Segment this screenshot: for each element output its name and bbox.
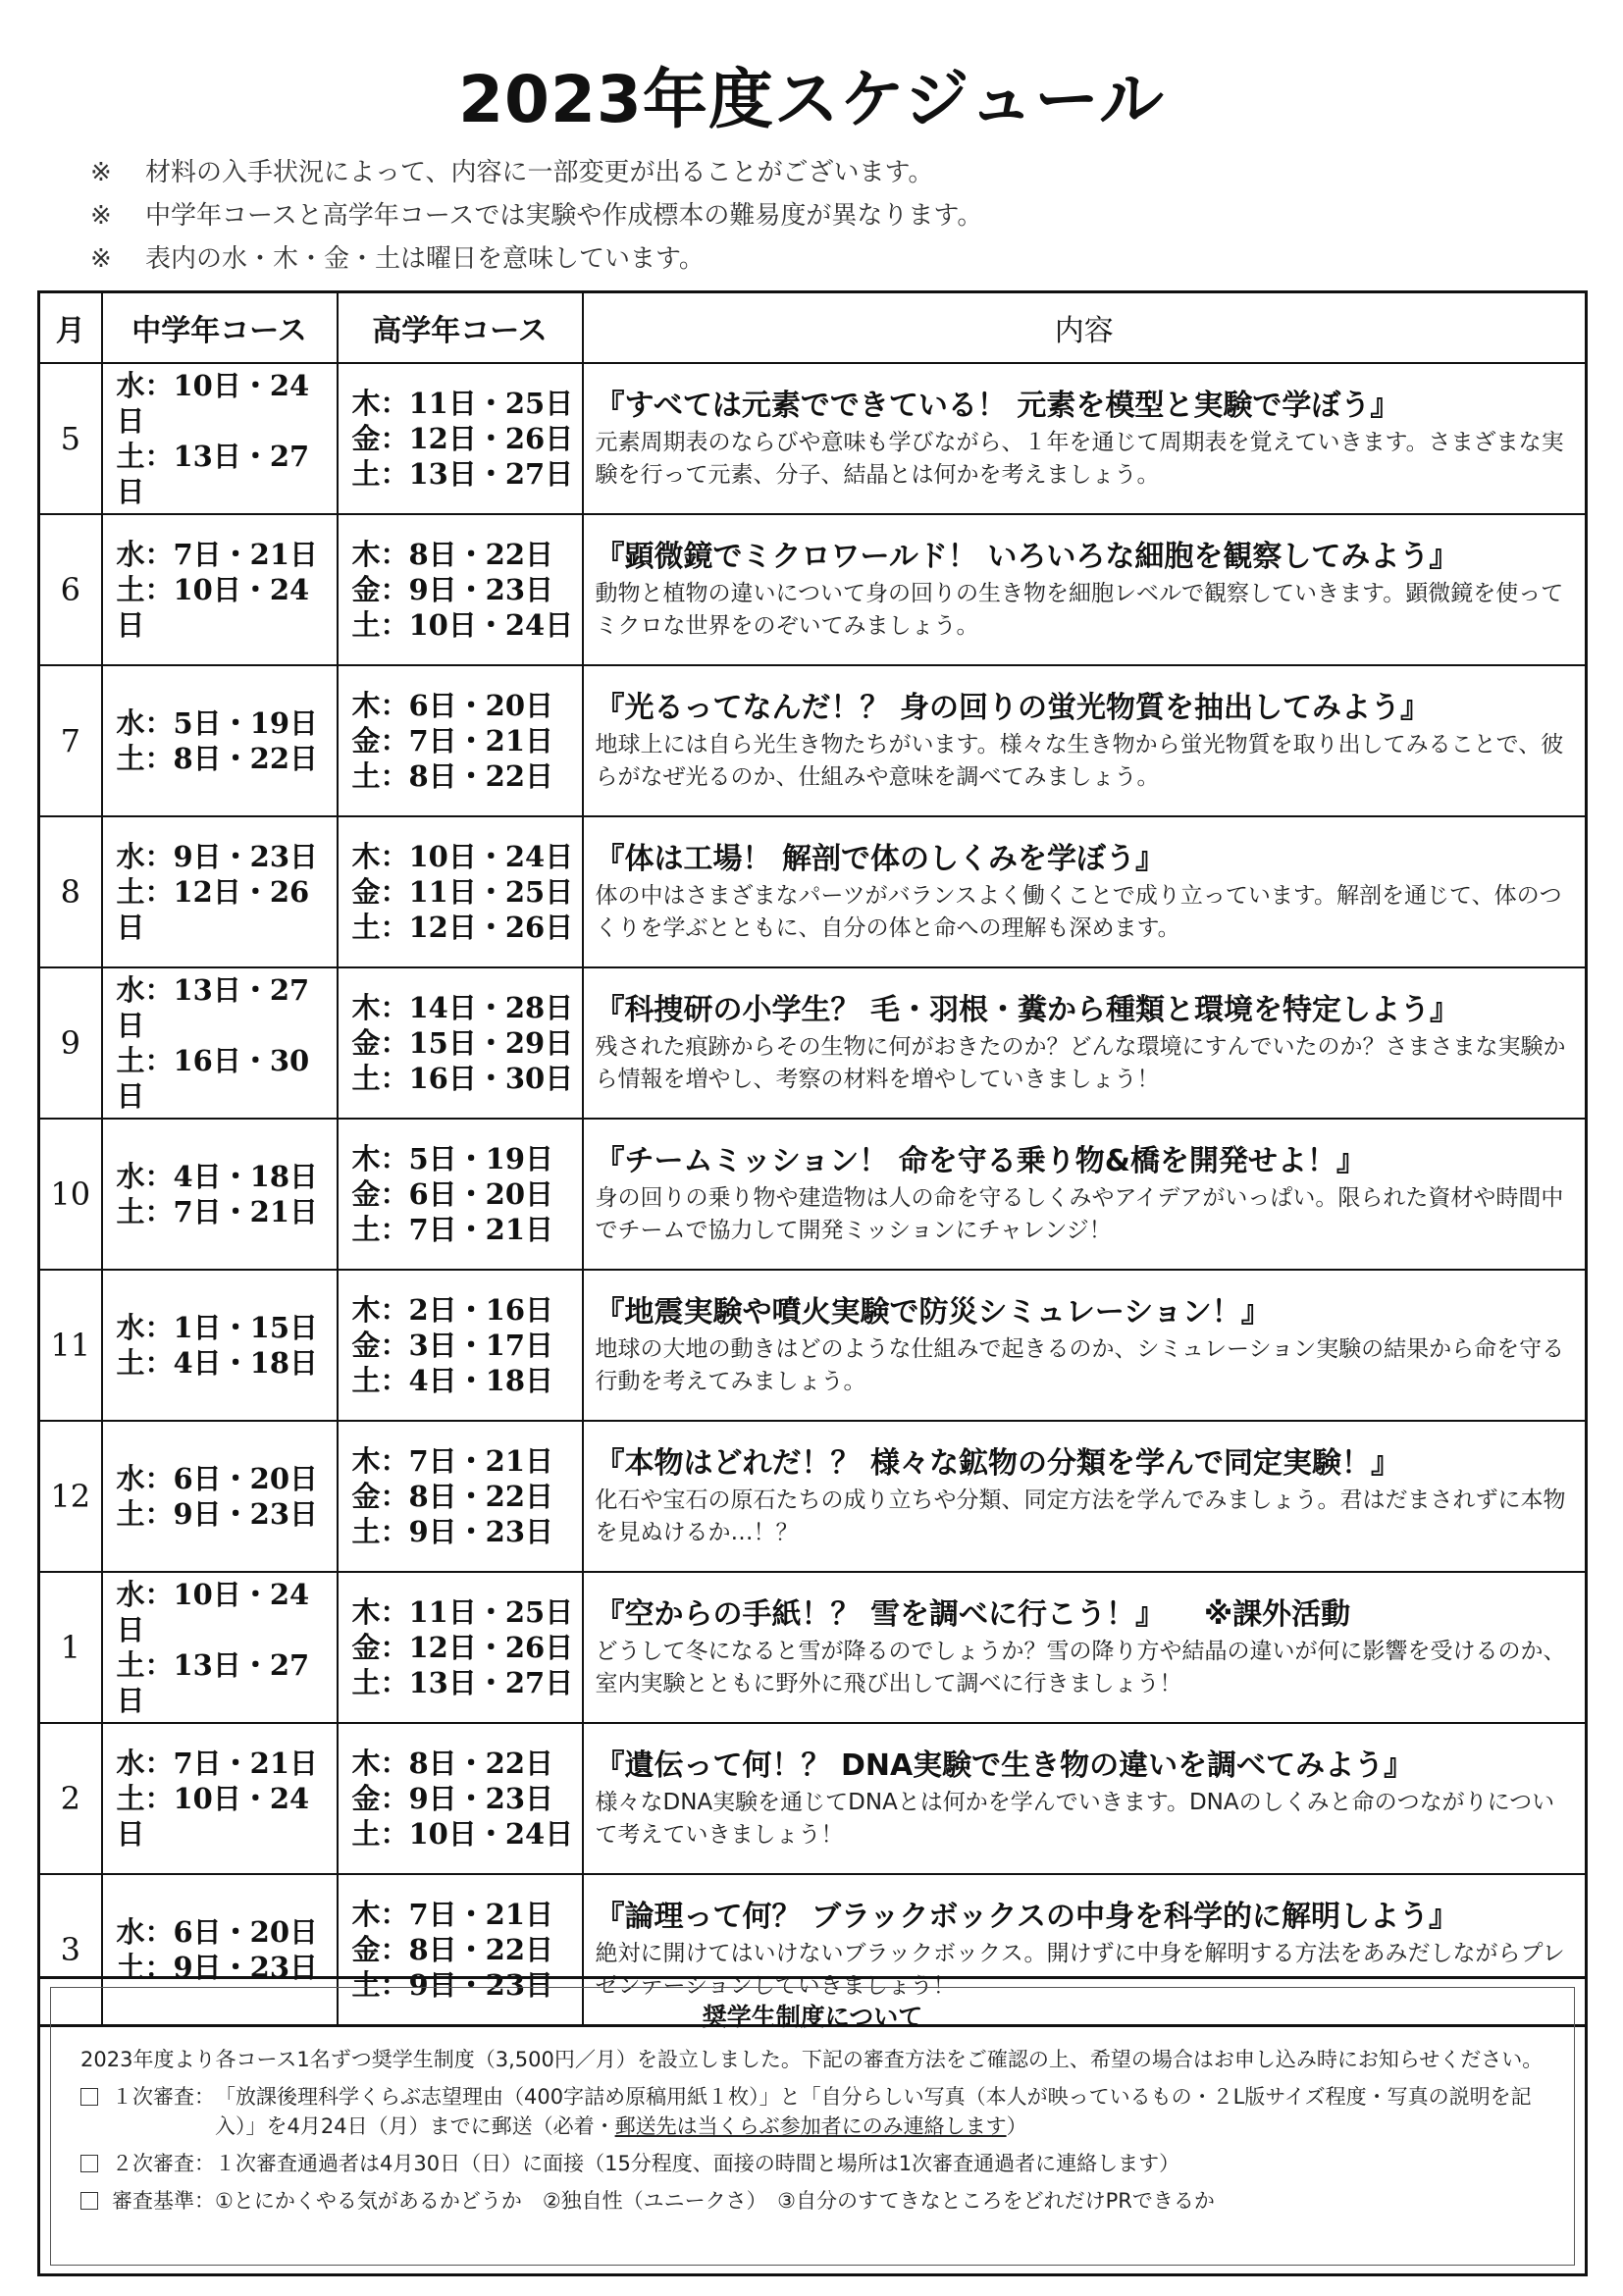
scholarship-title: 奨学生制度について — [702, 2003, 923, 2031]
course-date: 水：6日・20日 — [116, 1915, 319, 1949]
course-date: 土：13日・27日 — [351, 457, 574, 491]
month-cell: 2 — [39, 1723, 102, 1874]
checkbox-icon — [80, 2088, 98, 2106]
senior-course-cell — [338, 514, 583, 665]
course-date: 水：6日・20日 — [116, 1462, 319, 1495]
header-junior-course: 中学年コース — [102, 292, 338, 364]
table-header-row — [39, 292, 1587, 364]
month-cell: 9 — [39, 967, 102, 1119]
schedule-table — [37, 290, 1588, 2027]
course-date: 金：8日・22日 — [351, 1933, 554, 1966]
checkbox-icon — [80, 2192, 98, 2210]
course-date: 金：12日・26日 — [351, 1631, 574, 1664]
lesson-title — [596, 1594, 1576, 1636]
course-date: 木：7日・21日 — [351, 1444, 554, 1478]
content-cell — [583, 514, 1587, 665]
lesson-description: 体の中はさまざまなパーツがバランスよく働くことで成り立っています。解剖を通じて、体のつくりを学ぶとともに、自分の体と命への理解も深めます。 — [595, 883, 1562, 941]
course-date: 土：16日・30日 — [351, 1062, 574, 1095]
month-cell: 1 — [39, 1572, 102, 1723]
course-date: 水：5日・19日 — [116, 706, 319, 740]
senior-course-cell — [338, 1270, 583, 1421]
note — [90, 151, 982, 194]
lesson-description: 地球上には自ら光生き物たちがいます。様々な生き物から蛍光物質を取り出してみることで、彼らがなぜ光るのか、仕組みや意味を調べてみましょう。 — [595, 732, 1564, 790]
table-row — [39, 514, 1587, 665]
course-date: 土：4日・18日 — [351, 1364, 554, 1397]
month-cell: 5 — [39, 363, 102, 514]
course-date: 木：8日・22日 — [351, 538, 554, 571]
notes — [90, 151, 982, 281]
course-date: 木：7日・21日 — [351, 1898, 554, 1931]
scholarship-item-text — [215, 2082, 1554, 2141]
note-text: 表内の水・木・金・土は曜日を意味しています。 — [145, 244, 705, 274]
course-date: 金：15日・29日 — [351, 1026, 574, 1060]
table-row — [39, 363, 1587, 514]
lesson-description: どうして冬になると雪が降るのでしょうか？雪の降り方や結晶の違いが何に影響を受けるのか、室内実験とともに野外に飛び出して調べに行きましょう！ — [595, 1639, 1566, 1696]
course-date: 土：10日・24日 — [116, 1782, 310, 1851]
junior-course-cell — [102, 1270, 338, 1421]
lesson-title-text: 『地震実験や噴火実験で防災シミュレーション！』 — [595, 1295, 1271, 1330]
course-date: 金：6日・20日 — [351, 1177, 554, 1211]
course-date: 金：12日・26日 — [351, 422, 574, 455]
header-content: 内容 — [583, 292, 1587, 364]
table-row — [39, 1723, 1587, 1874]
course-date: 土：9日・23日 — [351, 1968, 554, 2002]
scholarship-item-text-b: ） — [1006, 2114, 1027, 2138]
lesson-title — [596, 688, 1576, 729]
senior-course-cell — [338, 665, 583, 816]
scholarship-item-label: ２次審査： — [112, 2152, 215, 2175]
note-mark: ※ — [90, 201, 112, 231]
course-date: 木：5日・19日 — [351, 1142, 554, 1175]
senior-course-cell — [338, 1119, 583, 1270]
lesson-title-text: 『本物はどれだ！？ 様々な鉱物の分類を学んで同定実験！』 — [595, 1446, 1400, 1481]
course-date: 水：10日・24日 — [116, 369, 310, 438]
course-date: 木：14日・28日 — [351, 991, 574, 1024]
note-text: 材料の入手状況によって、内容に一部変更が出ることがございます。 — [145, 158, 934, 187]
lesson-title — [596, 1746, 1576, 1787]
course-date: 土：8日・22日 — [351, 759, 554, 793]
content-cell — [583, 1270, 1587, 1421]
note-mark: ※ — [90, 158, 112, 187]
course-date: 土：9日・23日 — [351, 1515, 554, 1548]
course-date: 土：13日・27日 — [116, 440, 310, 508]
course-date: 水：9日・23日 — [116, 840, 319, 873]
junior-course-cell — [102, 1119, 338, 1270]
lesson-title-text: 『論理って何？ ブラックボックスの中身を科学的に解明しよう』 — [595, 1900, 1459, 1934]
lesson-title — [596, 839, 1576, 880]
course-date: 水：1日・15日 — [116, 1311, 319, 1344]
junior-course-cell — [102, 514, 338, 665]
month-cell: 8 — [39, 816, 102, 967]
course-date: 土：9日・23日 — [116, 1497, 319, 1531]
month-cell: 11 — [39, 1270, 102, 1421]
table-row — [39, 1119, 1587, 1270]
lesson-title-text: 『チームミッション！ 命を守る乗り物&橋を開発せよ！』 — [595, 1144, 1366, 1178]
content-cell — [583, 1572, 1587, 1723]
lesson-description: 動物と植物の違いについて身の回りの生き物を細胞レベルで観察していきます。顕微鏡を使ってミクロな世界をのぞいてみましょう。 — [595, 581, 1564, 639]
lesson-title-text: 『空からの手紙！？ 雪を調べに行こう！』 — [595, 1597, 1165, 1632]
senior-course-cell — [338, 1572, 583, 1723]
header-senior-course: 高学年コース — [338, 292, 583, 364]
junior-course-cell — [102, 1572, 338, 1723]
junior-course-cell — [102, 1723, 338, 1874]
course-date: 金：9日・23日 — [351, 1782, 554, 1815]
note — [90, 194, 982, 237]
content-cell — [583, 967, 1587, 1119]
table-row — [39, 1421, 1587, 1572]
note-text: 中学年コースと高学年コースでは実験や作成標本の難易度が異なります。 — [145, 201, 983, 231]
junior-course-cell — [102, 363, 338, 514]
lesson-title — [596, 537, 1576, 578]
course-date: 金：7日・21日 — [351, 724, 554, 757]
table-row — [39, 1270, 1587, 1421]
lesson-description: 身の回りの乗り物や建造物は人の命を守るしくみやアイデアがいっぱい。限られた資材や時間中でチームで協力して開発ミッションにチャレンジ！ — [595, 1185, 1564, 1243]
lesson-title — [596, 386, 1576, 427]
course-date: 土：13日・27日 — [351, 1666, 574, 1699]
scholarship-item-text-a: 「放課後理科学くらぶ志望理由（400字詰め原稿用紙１枚）」と「自分らしい写真（本人が映っているもの・２L版サイズ程度・写真の説明を記入）」を4月24日（月）までに郵送（必着・ — [215, 2085, 1532, 2138]
course-date: 木：11日・25日 — [351, 387, 574, 420]
scholarship-item — [80, 2149, 1554, 2178]
course-date: 金：9日・23日 — [351, 573, 554, 606]
senior-course-cell — [338, 1421, 583, 1572]
course-date: 土：10日・24日 — [116, 573, 310, 642]
course-date: 土：10日・24日 — [351, 608, 574, 642]
course-date: 水：7日・21日 — [116, 538, 319, 571]
lesson-title — [596, 1141, 1576, 1182]
scholarship-intro: 2023年度より各コース1名ずつ奨学生制度（3,500円／月）を設立しました。下記の審査方法をご確認の上、希望の場合はお申し込み時にお知らせください。 — [80, 2048, 1544, 2071]
course-date: 金：11日・25日 — [351, 875, 574, 909]
lesson-description: 地球の大地の動きはどのような仕組みで起きるのか、シミュレーション実験の結果から命を守る行動を考えてみましょう。 — [595, 1336, 1565, 1394]
lesson-title-text: 『遺伝って何！？ DNA実験で生き物の違いを調べてみよう』 — [595, 1748, 1414, 1783]
content-cell — [583, 1723, 1587, 1874]
lesson-description: 様々なDNA実験を通じてDNAとは何かを学んでいきます。DNAのしくみと命のつながりについて考えていきましょう！ — [595, 1790, 1555, 1848]
scholarship-item — [80, 2082, 1554, 2141]
course-date: 木：2日・16日 — [351, 1293, 554, 1327]
course-date: 水：13日・27日 — [116, 973, 310, 1042]
scholarship-box — [37, 1976, 1588, 2276]
lesson-extra-note: ※課外活動 — [1203, 1597, 1351, 1632]
course-date: 土：13日・27日 — [116, 1648, 310, 1717]
lesson-description: 残された痕跡からその生物に何がおきたのか？どんな環境にすんでいたのか？さまさまな実験から情報を増やし、考察の材料を増やしていきましょう！ — [595, 1034, 1566, 1092]
course-date: 土：7日・21日 — [351, 1213, 554, 1246]
course-date: 土：8日・22日 — [116, 742, 319, 775]
table-row — [39, 967, 1587, 1119]
lesson-title — [596, 990, 1576, 1031]
course-date: 水：10日・24日 — [116, 1578, 310, 1646]
page-title: 2023年度スケジュール — [458, 62, 1165, 137]
content-cell — [583, 1421, 1587, 1572]
table-row — [39, 665, 1587, 816]
month-cell: 7 — [39, 665, 102, 816]
scholarship-item-underline: 郵送先は当くらぶ参加者にのみ連絡します — [614, 2114, 1007, 2138]
content-cell — [583, 665, 1587, 816]
scholarship-item — [80, 2186, 1554, 2216]
lesson-title-text: 『すべては元素でできている！ 元素を模型と実験で学ぼう』 — [595, 389, 1400, 423]
note — [90, 237, 982, 281]
lesson-description: 元素周期表のならびや意味も学びながら、１年を通じて周期表を覚えていきます。さまざまな実験を行って元素、分子、結晶とは何かを考えましょう。 — [595, 430, 1564, 488]
course-date: 土：12日・26日 — [351, 911, 574, 944]
scholarship-item-text: ①とにかくやる気があるかどうか ②独自性（ユニークさ） ③自分のすてきなところをどれだけPRできるか — [215, 2189, 1215, 2213]
scholarship-item-text: １次審査通過者は4月30日（日）に面接（15分程度、面接の時間と場所は1次審査通過者に連絡します） — [215, 2152, 1180, 2175]
month-cell: 6 — [39, 514, 102, 665]
senior-course-cell — [338, 816, 583, 967]
junior-course-cell — [102, 967, 338, 1119]
course-date: 土：9日・23日 — [116, 1951, 319, 1984]
lesson-title — [596, 1292, 1576, 1333]
lesson-description: 絶対に開けてはいけないブラックボックス。開けずに中身を解明する方法をあみだしながらプレゼンテーションしていきましょう！ — [595, 1941, 1565, 1999]
junior-course-cell — [102, 1421, 338, 1572]
header-month: 月 — [39, 292, 102, 364]
scholarship-inner — [50, 1987, 1575, 2266]
course-date: 土：16日・30日 — [116, 1044, 310, 1113]
course-date: 木：10日・24日 — [351, 840, 574, 873]
junior-course-cell — [102, 665, 338, 816]
table-row — [39, 1572, 1587, 1723]
course-date: 土：4日・18日 — [116, 1346, 319, 1380]
month-cell: 3 — [39, 1874, 102, 2026]
course-date: 木：8日・22日 — [351, 1747, 554, 1780]
content-cell — [583, 363, 1587, 514]
checkbox-icon — [80, 2155, 98, 2172]
lesson-description: 化石や宝石の原石たちの成り立ちや分類、同定方法を学んでみましょう。君はだまされずに本物を見ぬけるか…！？ — [595, 1487, 1566, 1545]
course-date: 土：10日・24日 — [351, 1817, 574, 1851]
course-date: 水：7日・21日 — [116, 1747, 319, 1780]
month-cell: 10 — [39, 1119, 102, 1270]
course-date: 土：7日・21日 — [116, 1195, 319, 1228]
lesson-title-text: 『体は工場！ 解剖で体のしくみを学ぼう』 — [595, 842, 1165, 876]
lesson-title-text: 『科捜研の小学生？ 毛・羽根・糞から種類と環境を特定しよう』 — [595, 993, 1459, 1027]
content-cell — [583, 816, 1587, 967]
senior-course-cell — [338, 1723, 583, 1874]
lesson-title — [596, 1897, 1576, 1938]
senior-course-cell — [338, 967, 583, 1119]
schedule-body — [39, 363, 1587, 2026]
content-cell — [583, 1119, 1587, 1270]
month-cell: 12 — [39, 1421, 102, 1572]
course-date: 水：4日・18日 — [116, 1160, 319, 1193]
table-row — [39, 816, 1587, 967]
course-date: 土：12日・26日 — [116, 875, 310, 944]
course-date: 木：11日・25日 — [351, 1595, 574, 1629]
senior-course-cell — [338, 363, 583, 514]
lesson-title — [596, 1443, 1576, 1485]
note-mark: ※ — [90, 244, 112, 274]
lesson-title-text: 『顕微鏡でミクロワールド！ いろいろな細胞を観察してみよう』 — [595, 540, 1459, 574]
scholarship-item-label: 審査基準： — [112, 2189, 215, 2213]
lesson-title-text: 『光るってなんだ！？ 身の回りの蛍光物質を抽出してみよう』 — [595, 691, 1430, 725]
course-date: 木：6日・20日 — [351, 689, 554, 722]
course-date: 金：3日・17日 — [351, 1329, 554, 1362]
course-date: 金：8日・22日 — [351, 1480, 554, 1513]
junior-course-cell — [102, 816, 338, 967]
scholarship-item-label: １次審査： — [112, 2085, 215, 2109]
